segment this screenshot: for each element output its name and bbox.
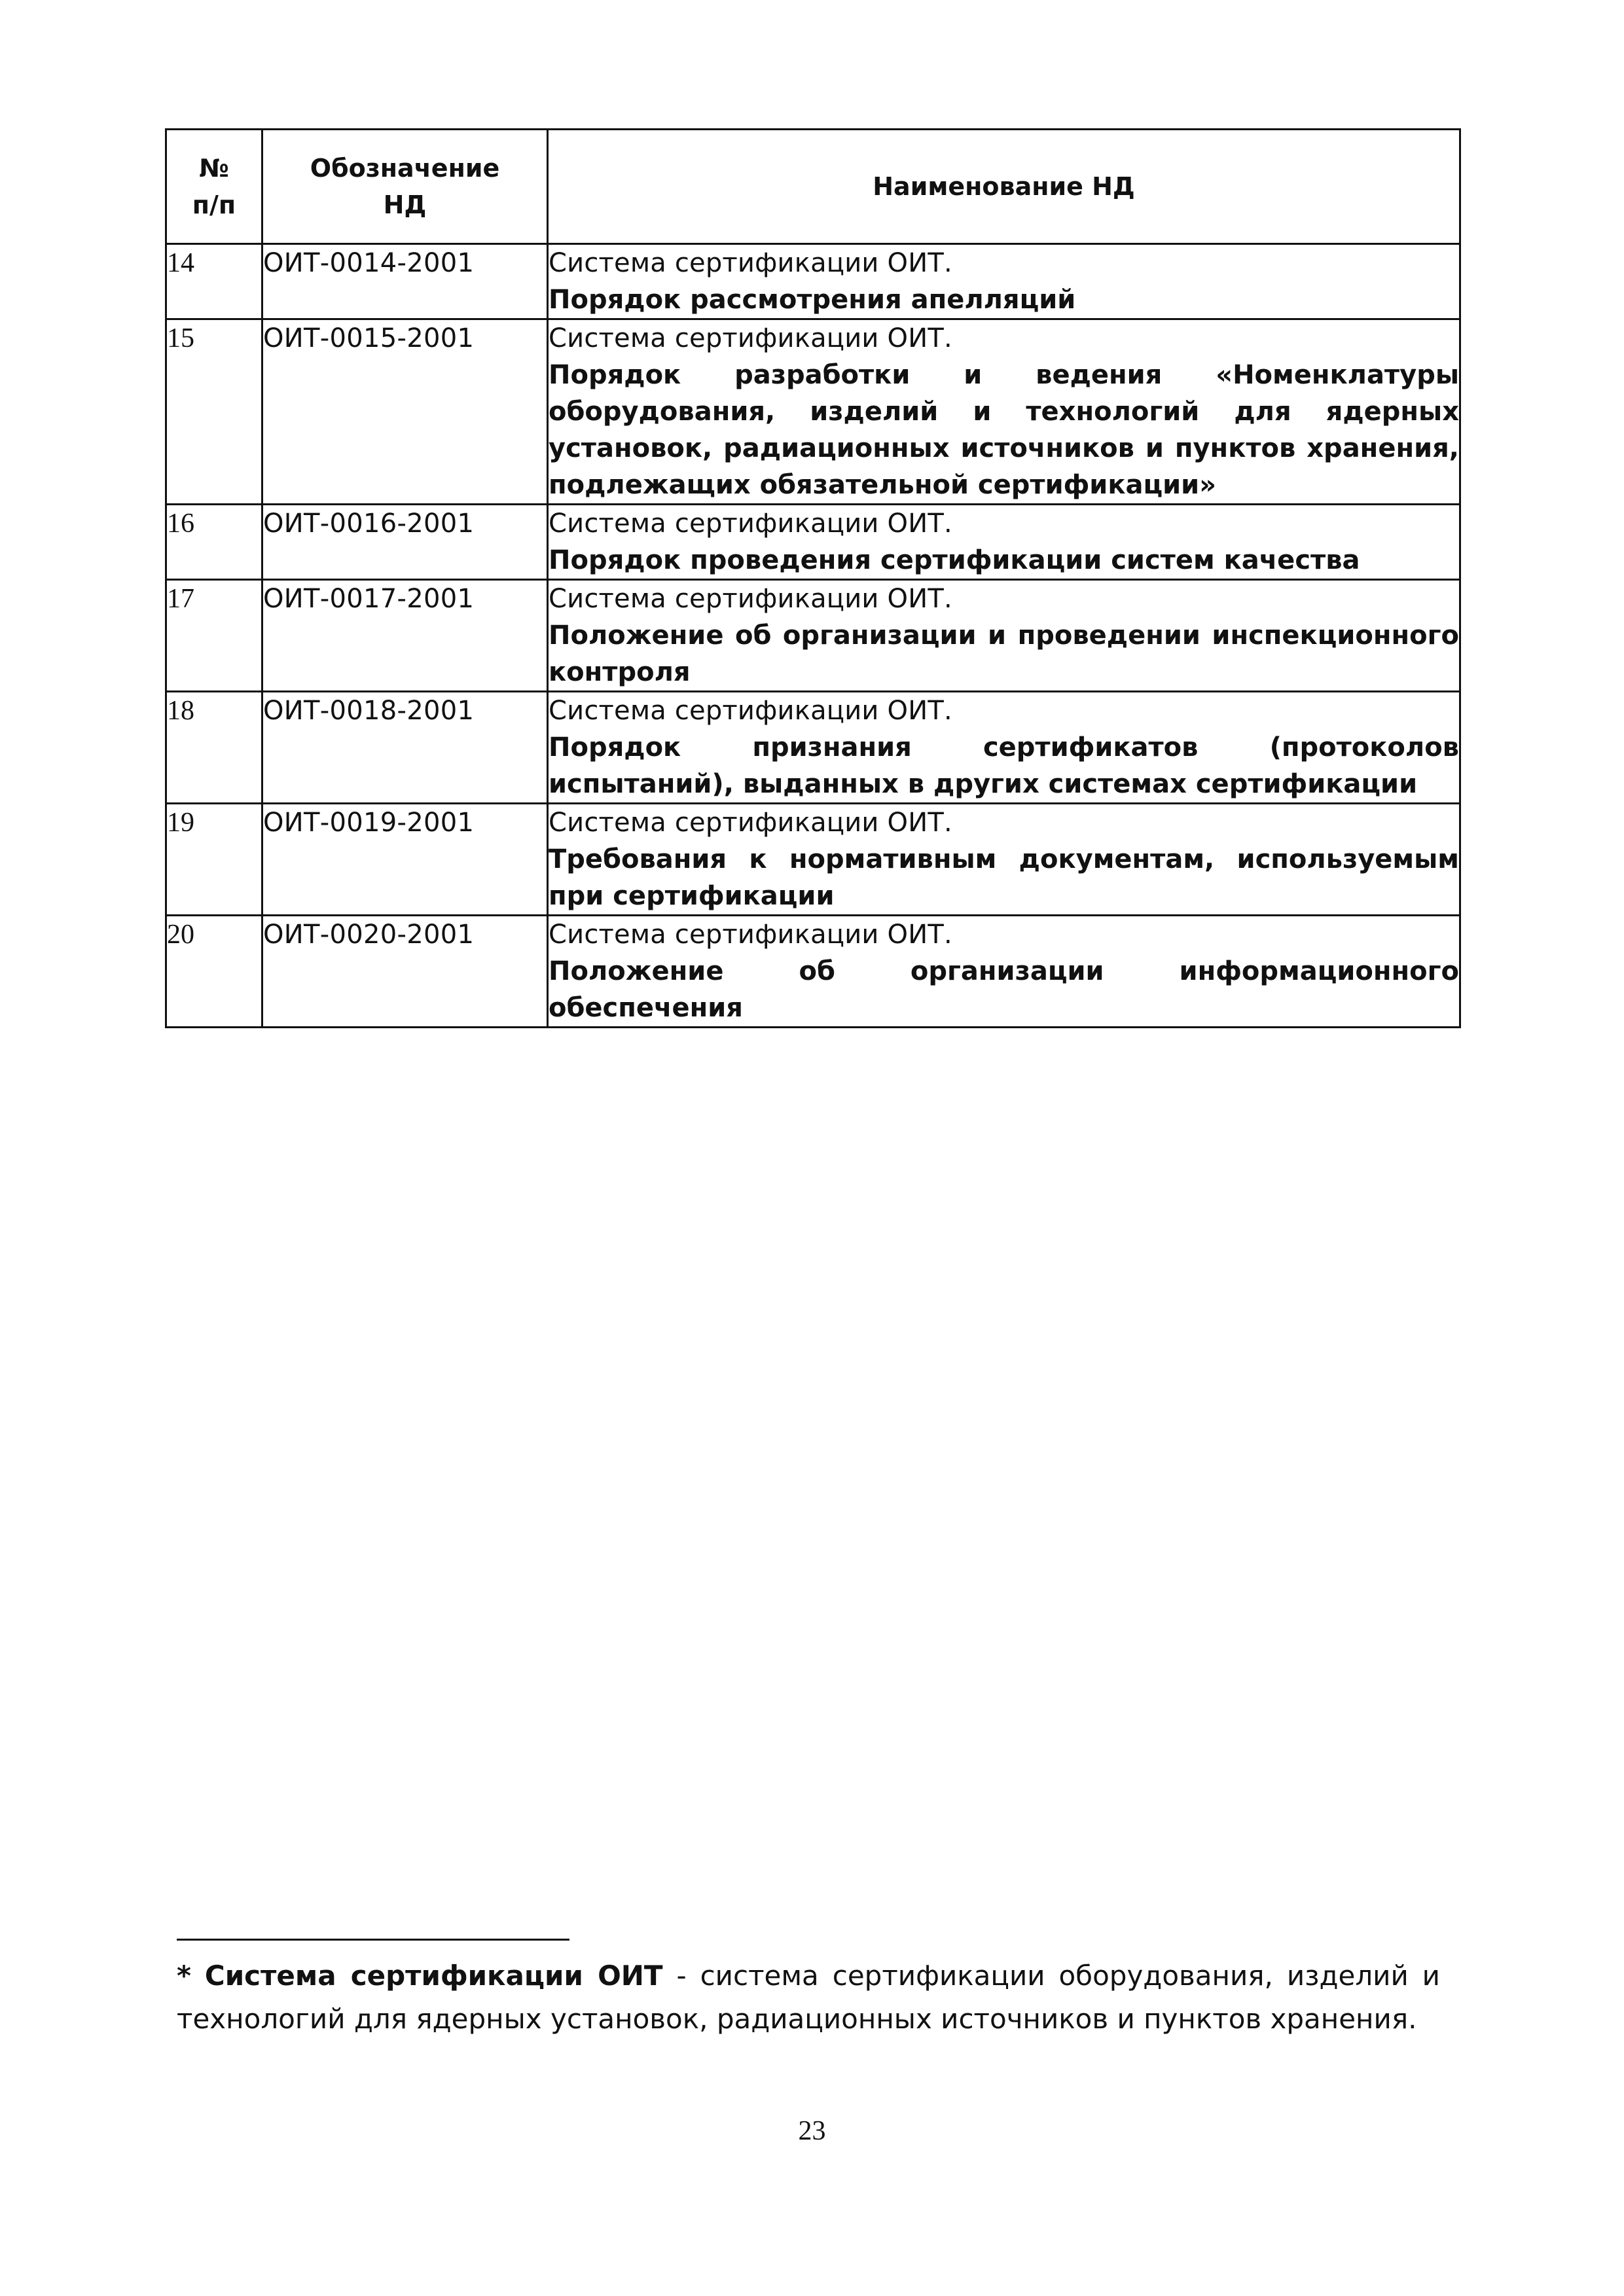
row-title-text: Положение об организации и проведении инспекционного контроля bbox=[549, 620, 1459, 687]
row-number: 20 bbox=[166, 916, 262, 1028]
row-name bbox=[548, 244, 1460, 319]
footnote bbox=[177, 1954, 1440, 2041]
row-number: 18 bbox=[166, 692, 262, 804]
header-number-line2: п/п bbox=[192, 190, 236, 219]
row-number: 17 bbox=[166, 580, 262, 692]
table-row bbox=[166, 319, 1460, 505]
header-designation-line2: НД bbox=[383, 190, 427, 219]
footnote-marker: * bbox=[177, 1960, 191, 1992]
row-name bbox=[548, 804, 1460, 916]
table-row bbox=[166, 580, 1460, 692]
row-designation: ОИТ-0016-2001 bbox=[262, 505, 548, 580]
row-system-text: Система сертификации ОИТ. bbox=[549, 696, 952, 726]
row-system-text: Система сертификации ОИТ. bbox=[549, 920, 952, 950]
row-system-text: Система сертификации ОИТ. bbox=[549, 248, 952, 278]
header-designation-line1: Обозначение bbox=[310, 154, 500, 183]
header-number-line1: № bbox=[199, 154, 229, 183]
nd-table bbox=[165, 128, 1461, 1028]
row-number: 19 bbox=[166, 804, 262, 916]
table-row bbox=[166, 916, 1460, 1028]
row-name bbox=[548, 580, 1460, 692]
row-title-text: Порядок признания сертификатов (протоколов испытаний), выданных в других системах сертификации bbox=[549, 732, 1459, 799]
row-designation: ОИТ-0017-2001 bbox=[262, 580, 548, 692]
table-row bbox=[166, 505, 1460, 580]
row-system-text: Система сертификации ОИТ. bbox=[549, 323, 952, 353]
header-number bbox=[166, 130, 262, 244]
table-header-row bbox=[166, 130, 1460, 244]
row-title-text: Порядок разработки и ведения «Номенклатуры оборудования, изделий и технологий для ядерных установок, радиационных источников и пунктов хранения, подлежащих обязательной сертификации» bbox=[549, 360, 1459, 500]
row-title-text: Положение об организации информационного обеспечения bbox=[549, 956, 1459, 1023]
row-designation: ОИТ-0018-2001 bbox=[262, 692, 548, 804]
header-name: Наименование НД bbox=[548, 130, 1460, 244]
row-designation: ОИТ-0020-2001 bbox=[262, 916, 548, 1028]
row-title-text: Требования к нормативным документам, используемым при сертификации bbox=[549, 844, 1459, 911]
row-system-text: Система сертификации ОИТ. bbox=[549, 509, 952, 539]
row-title-text: Порядок проведения сертификации систем качества bbox=[549, 545, 1360, 575]
footnote-term: Система сертификации ОИТ bbox=[204, 1960, 663, 1992]
page-number: 23 bbox=[798, 2116, 826, 2146]
row-number: 15 bbox=[166, 319, 262, 505]
row-system-text: Система сертификации ОИТ. bbox=[549, 584, 952, 614]
row-number: 16 bbox=[166, 505, 262, 580]
row-designation: ОИТ-0019-2001 bbox=[262, 804, 548, 916]
row-title-text: Порядок рассмотрения апелляций bbox=[549, 285, 1076, 315]
table-row bbox=[166, 692, 1460, 804]
row-name bbox=[548, 505, 1460, 580]
row-name bbox=[548, 319, 1460, 505]
footnote-divider bbox=[177, 1939, 569, 1941]
table-row bbox=[166, 804, 1460, 916]
row-designation: ОИТ-0014-2001 bbox=[262, 244, 548, 319]
footnote-definition: - система сертификации оборудования, изделий и технологий для ядерных установок, радиационных источников и пунктов хранения. bbox=[177, 1960, 1440, 2035]
row-name bbox=[548, 692, 1460, 804]
row-system-text: Система сертификации ОИТ. bbox=[549, 808, 952, 838]
header-designation bbox=[262, 130, 548, 244]
row-number: 14 bbox=[166, 244, 262, 319]
row-designation: ОИТ-0015-2001 bbox=[262, 319, 548, 505]
row-name bbox=[548, 916, 1460, 1028]
table-row bbox=[166, 244, 1460, 319]
